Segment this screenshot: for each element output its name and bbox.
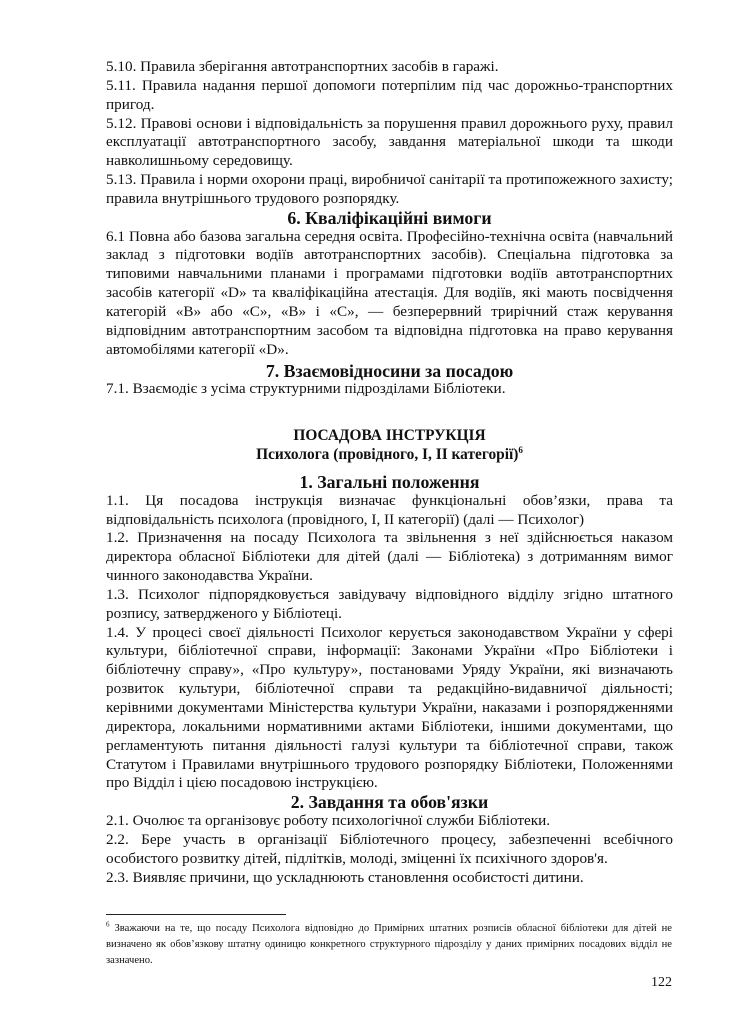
footnote-text: Зважаючи на те, що посаду Психолога відповідно до Примірних штатних розписів обласної бібліотеки для дітей не визначено як обов’язкову штатну одиницю конкретного структурного підрозділу у даних примірних посадових відділ не зазначено. — [106, 923, 672, 966]
item-5-11: 5.11. Правила надання першої допомоги потерпілим під час дорожньо-транспортних пригод. — [106, 76, 673, 113]
instruction-title: ПОСАДОВА ІНСТРУКЦІЯ — [293, 427, 486, 445]
item-5-13: 5.13. Правила і норми охорони праці, виробничої санітарії та протипожежного захисту; правила внутрішнього трудового розпорядку. — [106, 171, 673, 207]
footnote-reference: 6 — [518, 444, 523, 455]
instruction-subtitle — [106, 446, 673, 465]
item-1-1: 1.1. Ця посадова інструкція визначає функціональні обов’язки, права та відповідальність психолога (провідного, І, ІІ категорії) (далі — Психолог) — [106, 491, 673, 528]
page-number: 122 — [651, 975, 672, 990]
item-1-4: 1.4. У процесі своєї діяльності Психолог керується законодавством України у сфері культури, бібліотечної справи, інформації: Законами України «Про Бібліотеки і бібліотечну справу», «Про культуру», постановами Уряду України, які визначають розвиток культури, бібліотечної справи та редакційно-видавничої діяльності; керівними документами Міністерства культури України, наказами і розпорядженнями директора, локальними нормативними актами Бібліотеки, іншими документами, що регламентують питання діяльності галузі культури та бібліотечної справи, також Статутом і Правилами внутрішнього трудового розпорядку Бібліотеки, Положеннями про Відділ і цією посадовою інструкцією. — [106, 623, 673, 792]
item-2-3: 2.3. Виявляє причини, що ускладнюють становлення особистості дитини. — [106, 868, 584, 886]
item-1-3: 1.3. Психолог підпорядковується завідувачу відповідного відділу згідно штатного розпису, затвердженого у Бібліотеці. — [106, 585, 673, 622]
item-5-10: 5.10. Правила зберігання автотранспортних засобів в гаражі. — [106, 58, 499, 75]
section-6-text: 6.1 Повна або базова загальна середня освіта. Професійно-технічна освіта (навчальний заклад з підготовки водіїв автотранспортних засобів). Спеціальна підготовка за типовими навчальними планами і програмами підготовки водіїв автотранспортних засобів категорії «D» та кваліфікаційна атестація. Для водіїв, які мають посвідчення категорій «B» або «C», «B» і «C», — безперервний трирічний стаж керування відповідним автотранспортним засобом та відповідна підготовка на право керування автомобілями категорії «D». — [106, 227, 673, 358]
instruction-subtitle-text: Психолога (провідного, І, ІІ категорії) — [256, 446, 519, 464]
item-1-2: 1.2. Призначення на посаду Психолога та звільнення з неї здійснюється наказом директора обласної Бібліотеки для дітей (далі — Бібліотека) з дотриманням вимог чинного законодавства України. — [106, 529, 673, 585]
tasks-heading: 2. Завдання та обов'язки — [290, 792, 489, 813]
section-7-text: 7.1. Взаємодіє з усіма структурними підрозділами Бібліотеки. — [106, 380, 506, 398]
general-provisions-heading: 1. Загальні положення — [299, 471, 480, 492]
item-2-2: 2.2. Бере участь в організації Бібліотечного процесу, забезпеченні всебічного особистого розвитку дітей, підлітків, молоді, зміценні їх психічного здоров'я. — [106, 830, 673, 867]
item-2-1: 2.1. Очолює та організовує роботу психологічної служби Бібліотеки. — [106, 812, 551, 830]
footnote-separator — [106, 914, 286, 915]
section-6-heading: 6. Кваліфікаційні вимоги — [287, 207, 492, 228]
section-7-heading: 7. Взаємовідносини за посадою — [265, 360, 514, 381]
item-5-12: 5.12. Правові основи і відповідальність за порушення правил дорожнього руху, правил експлуатації автотранспортного засобу, завдання матеріальної шкоди та шкоди навколишньому середовищу. — [106, 114, 673, 170]
footnote — [106, 921, 672, 968]
footnote-marker: 6 — [106, 920, 110, 929]
page-body — [106, 58, 673, 887]
